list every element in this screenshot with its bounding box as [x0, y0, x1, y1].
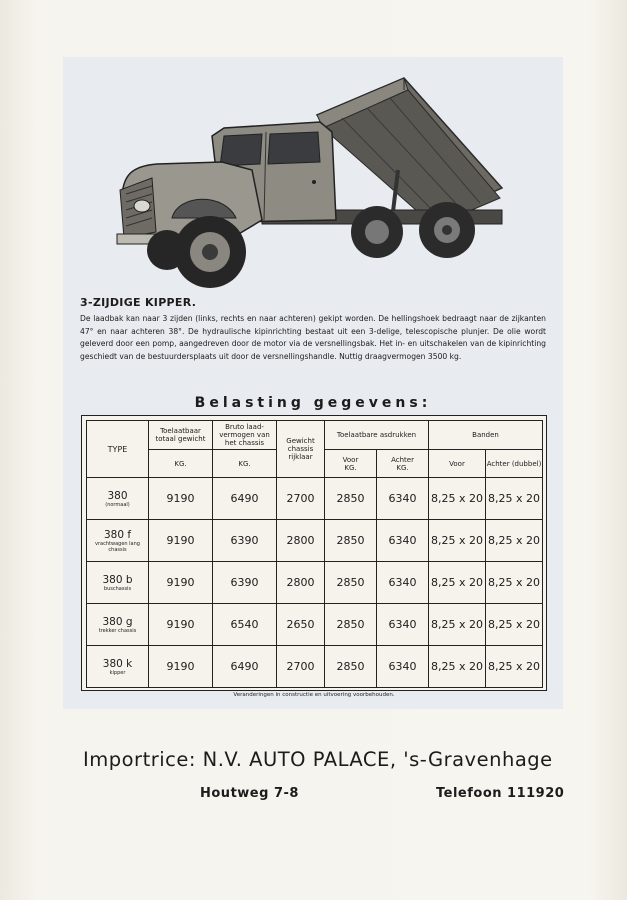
weight-cell: 2650 — [277, 604, 325, 646]
front-axle-unit: KG. — [344, 463, 357, 472]
payload-cell: 6390 — [213, 520, 277, 562]
header-type: TYPE — [87, 421, 149, 478]
front-axle-cell: 2850 — [325, 562, 377, 604]
type-subtitle: buschassis — [103, 585, 132, 592]
header-chassis-weight: Gewicht chassis rijklaar — [277, 421, 325, 478]
table-row — [87, 562, 543, 604]
tyre-front-cell: 8,25 x 20 — [429, 478, 486, 520]
address: Houtweg 7-8 — [200, 786, 299, 801]
header-axle-loads: Toelaatbare asdrukken — [325, 421, 429, 450]
rear-axle-cell: 6340 — [377, 646, 429, 688]
type-code: 380 — [107, 489, 128, 502]
front-axle-cell: 2850 — [325, 478, 377, 520]
section-title: 3-ZIJDIGE KIPPER. — [80, 296, 197, 309]
spec-table — [86, 420, 543, 688]
description-text: De laadbak kan naar 3 zijden (links, rechts en naar achteren) gekipt worden. De hellingshoek bedraagt naar de zijkanten 47° en naar achteren 38°. De hydraulische kipinrichting bestaat uit een 3-delige, telescopische plunjer. De olie wordt geleverd door een pomp, aangedreven door de motor via de versnellingsbak. Het in- en uitschakelen van de kipinrichting geschiedt van de bestuurdersplaats uit door de versnellingshandle. Nuttig draagvermogen 3500 kg. — [80, 314, 546, 361]
tyre-front-cell: 8,25 x 20 — [429, 604, 486, 646]
tyre-rear-cell: 8,25 x 20 — [486, 478, 543, 520]
type-subtitle: (normaal) — [105, 501, 130, 508]
payload-cell: 6490 — [213, 478, 277, 520]
importer-line: Importrice: N.V. AUTO PALACE, 's-Gravenhage — [83, 748, 553, 771]
header-payload: Bruto laad-vermogen van het chassis — [213, 421, 277, 450]
payload-cell: 6490 — [213, 646, 277, 688]
type-subtitle: kipper — [109, 669, 126, 676]
type-cell — [87, 562, 149, 604]
front-axle-cell: 2850 — [325, 520, 377, 562]
type-code: 380 k — [102, 657, 133, 670]
type-subtitle: trekker chassis — [98, 627, 137, 634]
header-unit-payload: KG. — [213, 450, 277, 478]
gross-cell: 9190 — [149, 562, 213, 604]
rear-axle-cell: 6340 — [377, 478, 429, 520]
payload-cell: 6390 — [213, 562, 277, 604]
header-rear-axle — [377, 450, 429, 478]
phone-number: Telefoon 111920 — [436, 786, 565, 801]
type-cell — [87, 604, 149, 646]
weight-cell: 2700 — [277, 478, 325, 520]
table-row — [87, 520, 543, 562]
tyre-rear-cell: 8,25 x 20 — [486, 604, 543, 646]
spec-table-frame — [81, 415, 547, 691]
table-row — [87, 478, 543, 520]
table-heading: Belasting gegevens: — [194, 395, 432, 411]
weight-cell: 2800 — [277, 562, 325, 604]
header-tyre-front: Voor — [429, 450, 486, 478]
tyre-rear-cell: 8,25 x 20 — [486, 520, 543, 562]
gross-cell: 9190 — [149, 520, 213, 562]
header-front-axle — [325, 450, 377, 478]
tyre-front-cell: 8,25 x 20 — [429, 562, 486, 604]
header-tyres: Banden — [429, 421, 543, 450]
rear-axle-label: Achter — [391, 455, 414, 464]
rear-axle-cell: 6340 — [377, 604, 429, 646]
type-code: 380 f — [103, 528, 132, 541]
tipper-truck-illustration — [112, 70, 507, 295]
gross-cell: 9190 — [149, 646, 213, 688]
weight-cell: 2700 — [277, 646, 325, 688]
tyre-front-cell: 8,25 x 20 — [429, 646, 486, 688]
tyre-front-cell: 8,25 x 20 — [429, 520, 486, 562]
tyre-rear-cell: 8,25 x 20 — [486, 646, 543, 688]
rear-axle-unit: KG. — [396, 463, 409, 472]
type-cell — [87, 646, 149, 688]
gross-cell: 9190 — [149, 604, 213, 646]
weight-cell: 2800 — [277, 520, 325, 562]
gross-cell: 9190 — [149, 478, 213, 520]
type-cell — [87, 520, 149, 562]
tipping-body — [317, 78, 502, 226]
table-row — [87, 604, 543, 646]
rear-axle-cell: 6340 — [377, 562, 429, 604]
header-gross-weight: Toelaatbaar totaal gewicht — [149, 421, 213, 450]
header-unit-gross: KG. — [149, 450, 213, 478]
front-axle-cell: 2850 — [325, 646, 377, 688]
front-axle-cell: 2850 — [325, 604, 377, 646]
table-row — [87, 646, 543, 688]
type-code: 380 b — [102, 573, 133, 586]
table-footnote: Veranderingen in constructie en uitvoering voorbehouden. — [233, 692, 395, 698]
type-subtitle: vrachtwagen lang chassis — [95, 540, 140, 553]
tyre-rear-cell: 8,25 x 20 — [486, 562, 543, 604]
front-axle-label: Voor — [342, 455, 359, 464]
type-code: 380 g — [102, 615, 133, 628]
type-cell — [87, 478, 149, 520]
payload-cell: 6540 — [213, 604, 277, 646]
rear-axle-cell: 6340 — [377, 520, 429, 562]
header-tyre-rear: Achter (dubbel) — [486, 450, 543, 478]
